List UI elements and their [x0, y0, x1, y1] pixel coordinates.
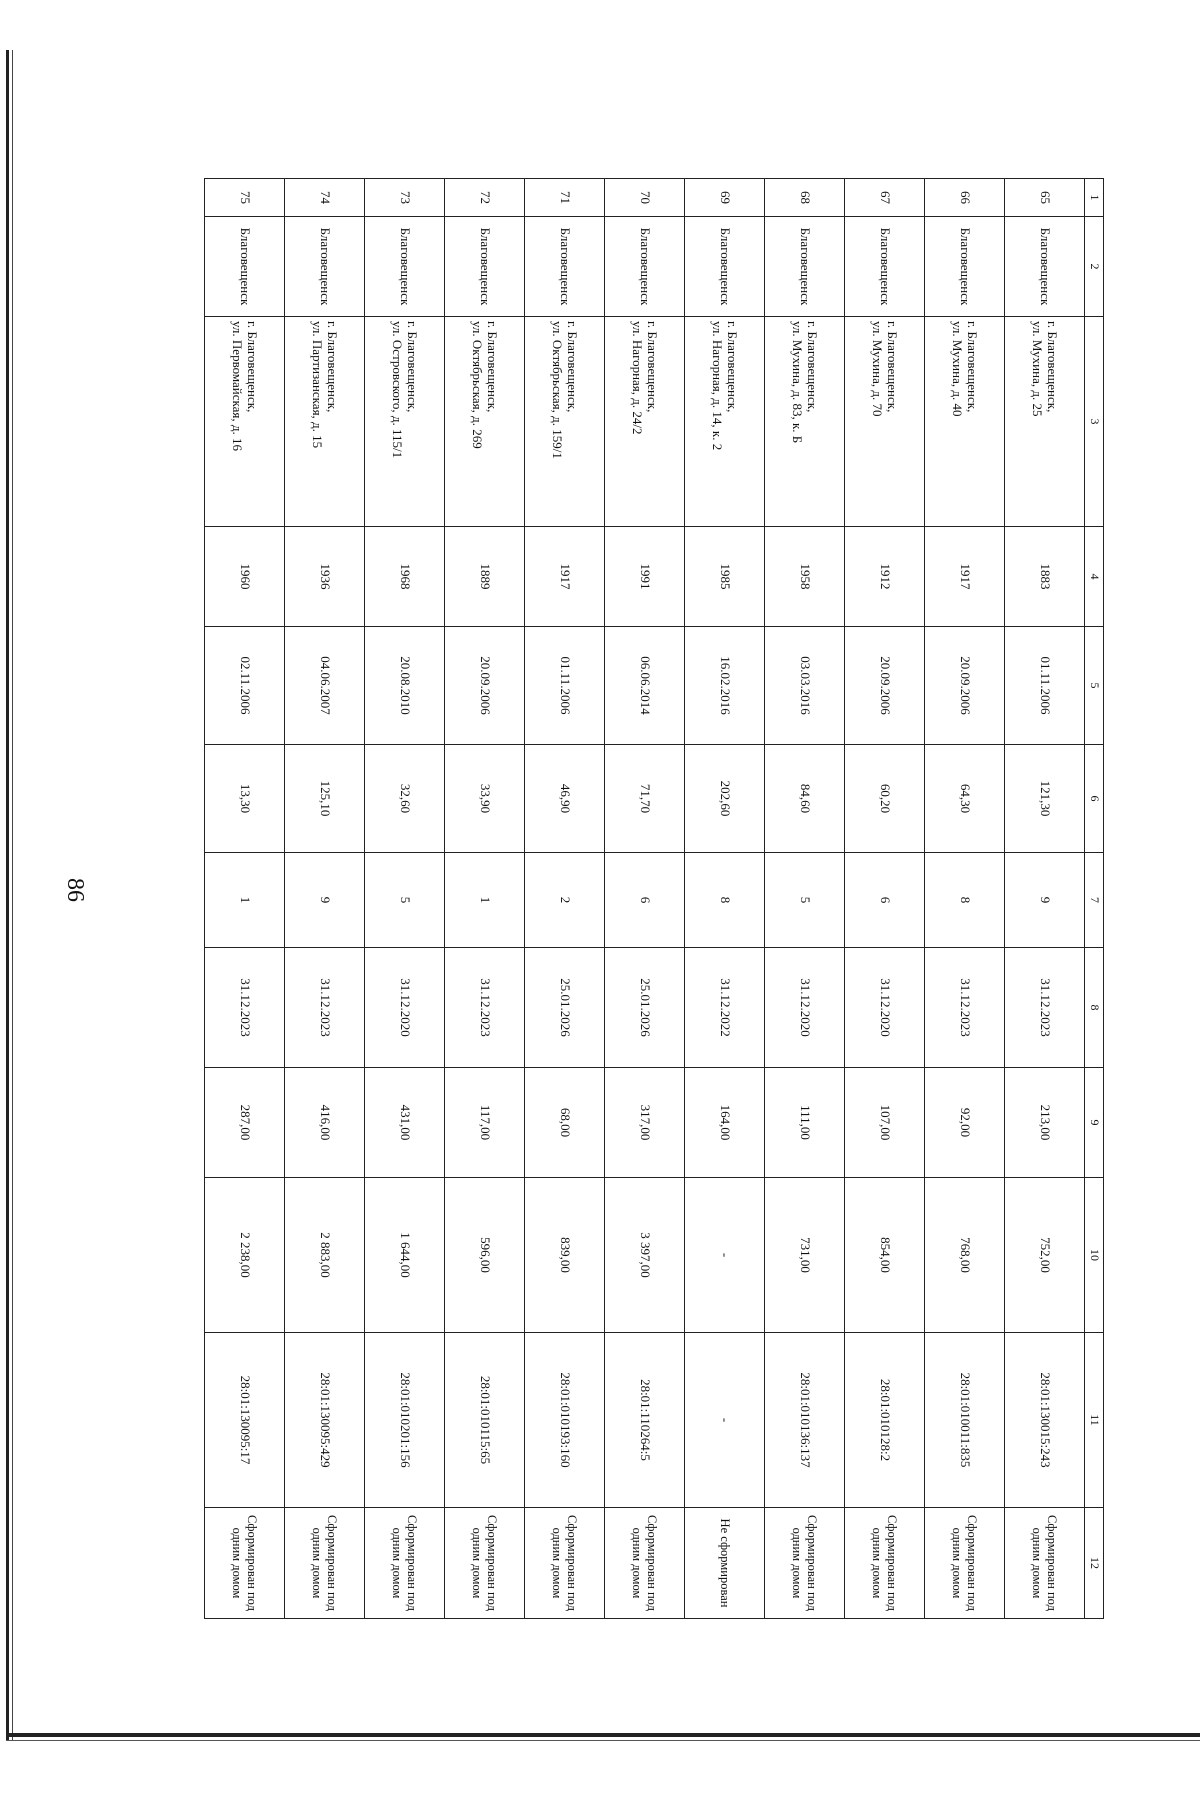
address-line-1: г. Благовещенск, — [645, 321, 661, 413]
column-10-cell: 854,00 — [845, 1178, 925, 1333]
column-number: 11 — [1085, 1333, 1104, 1508]
address-cell — [685, 317, 765, 527]
column-9-cell: 111,00 — [765, 1068, 845, 1178]
status-cell: Сформирован под одним домом — [1005, 1508, 1085, 1619]
cadastral-number-cell: 28:01:010115:65 — [445, 1333, 525, 1508]
cadastral-number-cell: 28:01:130095:429 — [285, 1333, 365, 1508]
status-cell: Сформирован под одним домом — [445, 1508, 525, 1619]
rotated-table-container — [204, 178, 1104, 1611]
cadastral-number-cell: 28:01:010011:835 — [925, 1333, 1005, 1508]
row-number: 72 — [445, 179, 525, 217]
address-line-1: г. Благовещенск, — [485, 321, 501, 413]
city-cell: Благовещенск — [445, 217, 525, 317]
row-number: 67 — [845, 179, 925, 217]
row-number: 66 — [925, 179, 1005, 217]
year-cell: 1917 — [525, 527, 605, 627]
column-9-cell: 213,00 — [1005, 1068, 1085, 1178]
area-cell: 33,90 — [445, 745, 525, 853]
row-number: 65 — [1005, 179, 1085, 217]
table-row — [685, 179, 765, 1619]
address-line-1: г. Благовещенск, — [1045, 321, 1061, 413]
table-row — [285, 179, 365, 1619]
date-cell: 20.09.2006 — [845, 627, 925, 745]
column-10-cell: 1 644,00 — [365, 1178, 445, 1333]
address-line-2: ул. Первомайская, д. 16 — [230, 321, 246, 451]
page-edge-line — [6, 50, 9, 1740]
table-row — [365, 179, 445, 1619]
area-cell: 125,10 — [285, 745, 365, 853]
deadline-cell: 31.12.2020 — [845, 948, 925, 1068]
column-9-cell: 416,00 — [285, 1068, 365, 1178]
city-cell: Благовещенск — [1005, 217, 1085, 317]
date-cell: 02.11.2006 — [205, 627, 285, 745]
address-line-1: г. Благовещенск, — [965, 321, 981, 413]
address-line-1: г. Благовещенск, — [885, 321, 901, 413]
column-10-cell: 2 883,00 — [285, 1178, 365, 1333]
column-9-cell: 68,00 — [525, 1068, 605, 1178]
year-cell: 1912 — [845, 527, 925, 627]
cadastral-number-cell: 28:01:110264:5 — [605, 1333, 685, 1508]
city-cell: Благовещенск — [285, 217, 365, 317]
deadline-cell: 25.01.2026 — [605, 948, 685, 1068]
table-row — [1005, 179, 1085, 1619]
address-line-2: ул. Мухина, д. 25 — [1030, 321, 1046, 417]
deadline-cell: 31.12.2023 — [1005, 948, 1085, 1068]
row-number: 75 — [205, 179, 285, 217]
city-cell: Благовещенск — [685, 217, 765, 317]
column-9-cell: 431,00 — [365, 1068, 445, 1178]
row-number: 68 — [765, 179, 845, 217]
year-cell: 1936 — [285, 527, 365, 627]
area-cell: 71,70 — [605, 745, 685, 853]
address-line-2: ул. Октябрьская, д. 269 — [470, 321, 486, 449]
cadastral-number-cell: 28:01:010193:160 — [525, 1333, 605, 1508]
address-cell — [525, 317, 605, 527]
year-cell: 1968 — [365, 527, 445, 627]
area-cell: 202,60 — [685, 745, 765, 853]
page-edge-line-thin — [12, 50, 13, 1740]
address-cell — [365, 317, 445, 527]
status-cell: Сформирован под одним домом — [605, 1508, 685, 1619]
count-cell: 1 — [445, 853, 525, 948]
count-cell: 5 — [765, 853, 845, 948]
date-cell: 01.11.2006 — [1005, 627, 1085, 745]
count-cell: 8 — [925, 853, 1005, 948]
address-line-2: ул. Островского, д. 115/1 — [390, 321, 406, 459]
column-10-cell: 3 397,00 — [605, 1178, 685, 1333]
city-cell: Благовещенск — [205, 217, 285, 317]
city-cell: Благовещенск — [845, 217, 925, 317]
address-cell — [445, 317, 525, 527]
count-cell: 9 — [285, 853, 365, 948]
column-number: 8 — [1085, 948, 1104, 1068]
count-cell: 5 — [365, 853, 445, 948]
column-number: 5 — [1085, 627, 1104, 745]
address-line-1: г. Благовещенск, — [805, 321, 821, 413]
address-line-2: ул. Нагорная, д. 14, к. 2 — [710, 321, 726, 451]
column-number: 10 — [1085, 1178, 1104, 1333]
column-9-cell: 117,00 — [445, 1068, 525, 1178]
column-10-cell: 731,00 — [765, 1178, 845, 1333]
area-cell: 64,30 — [925, 745, 1005, 853]
column-9-cell: 107,00 — [845, 1068, 925, 1178]
address-cell — [765, 317, 845, 527]
address-line-1: г. Благовещенск, — [565, 321, 581, 413]
date-cell: 06.06.2014 — [605, 627, 685, 745]
deadline-cell: 31.12.2020 — [765, 948, 845, 1068]
deadline-cell: 31.12.2023 — [285, 948, 365, 1068]
cadastral-number-cell: - — [685, 1333, 765, 1508]
status-cell: Сформирован под одним домом — [925, 1508, 1005, 1619]
year-cell: 1883 — [1005, 527, 1085, 627]
column-9-cell: 287,00 — [205, 1068, 285, 1178]
column-9-cell: 317,00 — [605, 1068, 685, 1178]
address-line-2: ул. Мухина, д. 70 — [870, 321, 886, 417]
column-number: 2 — [1085, 217, 1104, 317]
table-row — [925, 179, 1005, 1619]
area-cell: 46,90 — [525, 745, 605, 853]
column-number: 4 — [1085, 527, 1104, 627]
table-row — [605, 179, 685, 1619]
row-number: 70 — [605, 179, 685, 217]
column-number: 3 — [1085, 317, 1104, 527]
column-number: 9 — [1085, 1068, 1104, 1178]
deadline-cell: 31.12.2023 — [925, 948, 1005, 1068]
date-cell: 20.08.2010 — [365, 627, 445, 745]
row-number: 74 — [285, 179, 365, 217]
year-cell: 1991 — [605, 527, 685, 627]
housing-register-table — [204, 178, 1104, 1619]
column-number: 1 — [1085, 179, 1104, 217]
status-cell: Сформирован под одним домом — [845, 1508, 925, 1619]
count-cell: 9 — [1005, 853, 1085, 948]
address-line-1: г. Благовещенск, — [405, 321, 421, 413]
column-number: 7 — [1085, 853, 1104, 948]
date-cell: 20.09.2006 — [925, 627, 1005, 745]
address-cell — [605, 317, 685, 527]
count-cell: 1 — [205, 853, 285, 948]
date-cell: 04.06.2007 — [285, 627, 365, 745]
date-cell: 03.03.2016 — [765, 627, 845, 745]
cadastral-number-cell: 28:01:010128:2 — [845, 1333, 925, 1508]
city-cell: Благовещенск — [365, 217, 445, 317]
address-line-2: ул. Октябрьская, д. 159/1 — [550, 321, 566, 459]
status-cell: Сформирован под одним домом — [765, 1508, 845, 1619]
table-row — [445, 179, 525, 1619]
date-cell: 20.09.2006 — [445, 627, 525, 745]
page-bottom-line — [6, 1733, 1200, 1737]
column-10-cell: - — [685, 1178, 765, 1333]
column-number: 6 — [1085, 745, 1104, 853]
status-cell: Сформирован под одним домом — [525, 1508, 605, 1619]
city-cell: Благовещенск — [605, 217, 685, 317]
column-number: 12 — [1085, 1508, 1104, 1619]
status-cell: Сформирован под одним домом — [285, 1508, 365, 1619]
cadastral-number-cell: 28:01:130095:17 — [205, 1333, 285, 1508]
count-cell: 8 — [685, 853, 765, 948]
address-line-2: ул. Партизанская, д. 15 — [310, 321, 326, 449]
address-line-2: ул. Нагорная, д. 24/2 — [630, 321, 646, 435]
column-number-row — [1085, 179, 1104, 1619]
year-cell: 1960 — [205, 527, 285, 627]
year-cell: 1917 — [925, 527, 1005, 627]
column-10-cell: 2 238,00 — [205, 1178, 285, 1333]
address-cell — [205, 317, 285, 527]
address-line-1: г. Благовещенск, — [325, 321, 341, 413]
count-cell: 6 — [605, 853, 685, 948]
address-line-2: ул. Мухина, д. 40 — [950, 321, 966, 417]
status-cell: Не сформирован — [685, 1508, 765, 1619]
count-cell: 6 — [845, 853, 925, 948]
area-cell: 13,30 — [205, 745, 285, 853]
address-cell — [845, 317, 925, 527]
page-bottom-line-thin — [6, 1740, 1200, 1741]
address-cell — [925, 317, 1005, 527]
column-10-cell: 596,00 — [445, 1178, 525, 1333]
area-cell: 60,20 — [845, 745, 925, 853]
table-row — [205, 179, 285, 1619]
status-cell: Сформирован под одним домом — [205, 1508, 285, 1619]
address-cell — [1005, 317, 1085, 527]
deadline-cell: 31.12.2023 — [205, 948, 285, 1068]
column-9-cell: 92,00 — [925, 1068, 1005, 1178]
year-cell: 1958 — [765, 527, 845, 627]
status-cell: Сформирован под одним домом — [365, 1508, 445, 1619]
year-cell: 1985 — [685, 527, 765, 627]
column-10-cell: 839,00 — [525, 1178, 605, 1333]
row-number: 73 — [365, 179, 445, 217]
address-line-2: ул. Мухина, д. 83, к. Б — [790, 321, 806, 444]
row-number: 69 — [685, 179, 765, 217]
deadline-cell: 31.12.2022 — [685, 948, 765, 1068]
cadastral-number-cell: 28:01:010136:137 — [765, 1333, 845, 1508]
row-number: 71 — [525, 179, 605, 217]
page-number: 86 — [62, 878, 88, 902]
address-cell — [285, 317, 365, 527]
area-cell: 121,30 — [1005, 745, 1085, 853]
table-row — [765, 179, 845, 1619]
deadline-cell: 31.12.2020 — [365, 948, 445, 1068]
area-cell: 32,60 — [365, 745, 445, 853]
address-line-1: г. Благовещенск, — [245, 321, 261, 413]
deadline-cell: 25.01.2026 — [525, 948, 605, 1068]
deadline-cell: 31.12.2023 — [445, 948, 525, 1068]
area-cell: 84,60 — [765, 745, 845, 853]
cadastral-number-cell: 28:01:130015:243 — [1005, 1333, 1085, 1508]
table-row — [845, 179, 925, 1619]
table-body — [205, 179, 1085, 1619]
city-cell: Благовещенск — [765, 217, 845, 317]
count-cell: 2 — [525, 853, 605, 948]
city-cell: Благовещенск — [525, 217, 605, 317]
column-9-cell: 164,00 — [685, 1068, 765, 1178]
date-cell: 16.02.2016 — [685, 627, 765, 745]
address-line-1: г. Благовещенск, — [725, 321, 741, 413]
column-10-cell: 768,00 — [925, 1178, 1005, 1333]
date-cell: 01.11.2006 — [525, 627, 605, 745]
year-cell: 1889 — [445, 527, 525, 627]
city-cell: Благовещенск — [925, 217, 1005, 317]
table-row — [525, 179, 605, 1619]
column-10-cell: 752,00 — [1005, 1178, 1085, 1333]
cadastral-number-cell: 28:01:010201:156 — [365, 1333, 445, 1508]
